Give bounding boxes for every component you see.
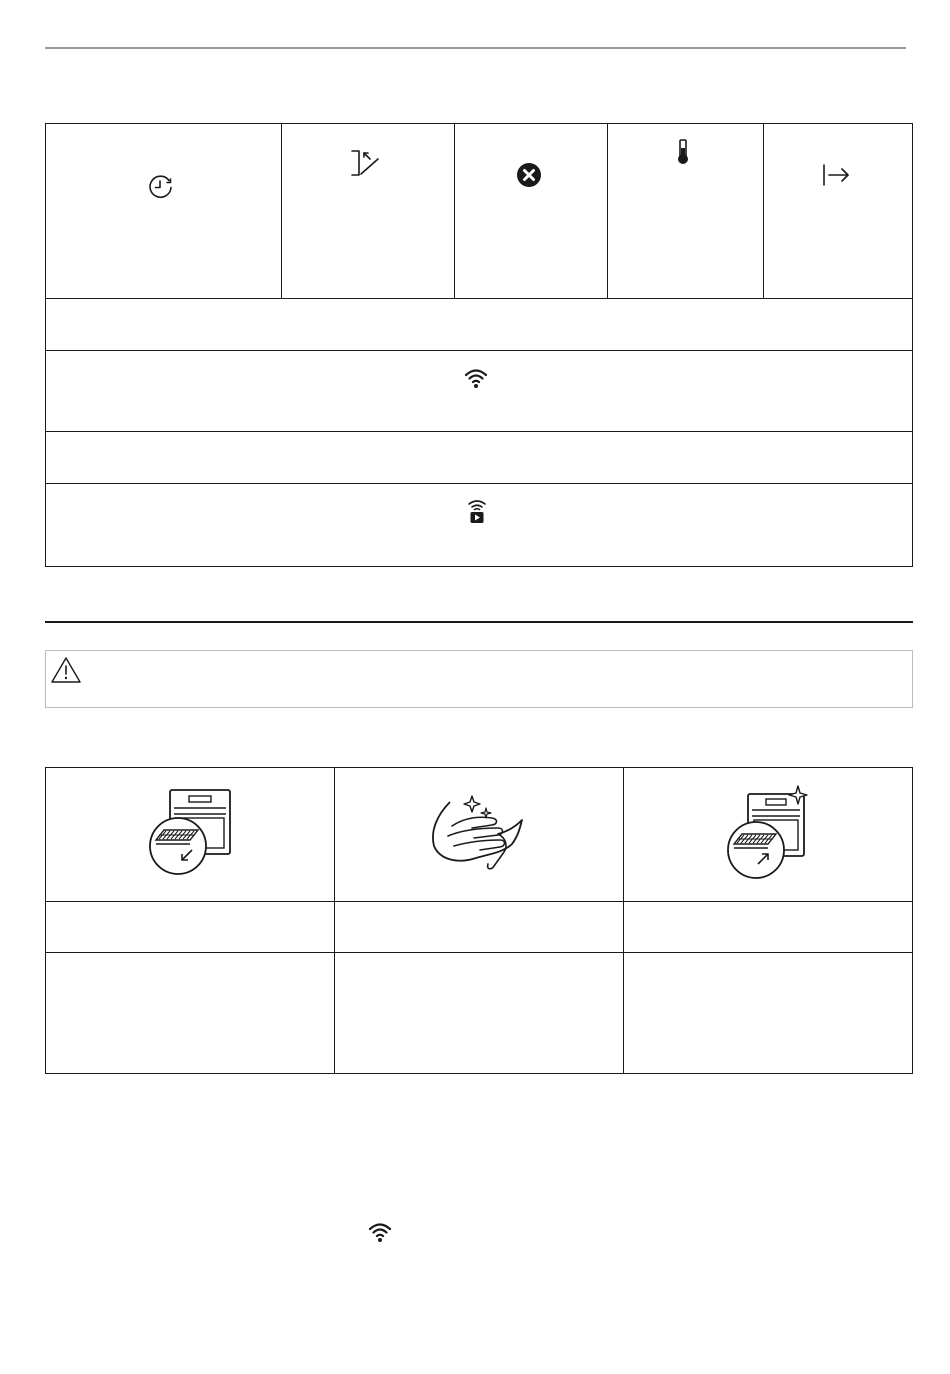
wifi-icon	[464, 366, 488, 390]
row-divider	[45, 952, 913, 953]
symbol-cell-arrow	[763, 123, 913, 299]
arrow-right-icon	[821, 163, 851, 187]
thermometer-icon	[675, 138, 691, 166]
cancel-icon	[516, 162, 542, 188]
symbol-cell-clock	[45, 123, 282, 299]
warning-triangle-icon	[50, 656, 82, 684]
header-rule	[45, 47, 906, 49]
table-row	[45, 483, 913, 567]
table-row	[45, 350, 913, 432]
remote-start-icon	[466, 499, 488, 525]
section-rule	[45, 621, 913, 623]
column-divider	[623, 767, 624, 1074]
symbol-cell-cancel	[454, 123, 608, 299]
door-lock-icon	[350, 149, 384, 179]
warning-box	[45, 650, 913, 708]
wifi-icon	[368, 1220, 392, 1244]
column-divider	[334, 767, 335, 1074]
table-row	[45, 298, 913, 351]
oven-insert-shelf-icon	[722, 784, 818, 880]
clock-icon	[146, 172, 176, 202]
table-row	[45, 431, 913, 484]
oven-remove-shelf-icon	[144, 788, 240, 878]
hand-wipe-clean-icon	[428, 790, 528, 880]
row-divider	[45, 901, 913, 902]
